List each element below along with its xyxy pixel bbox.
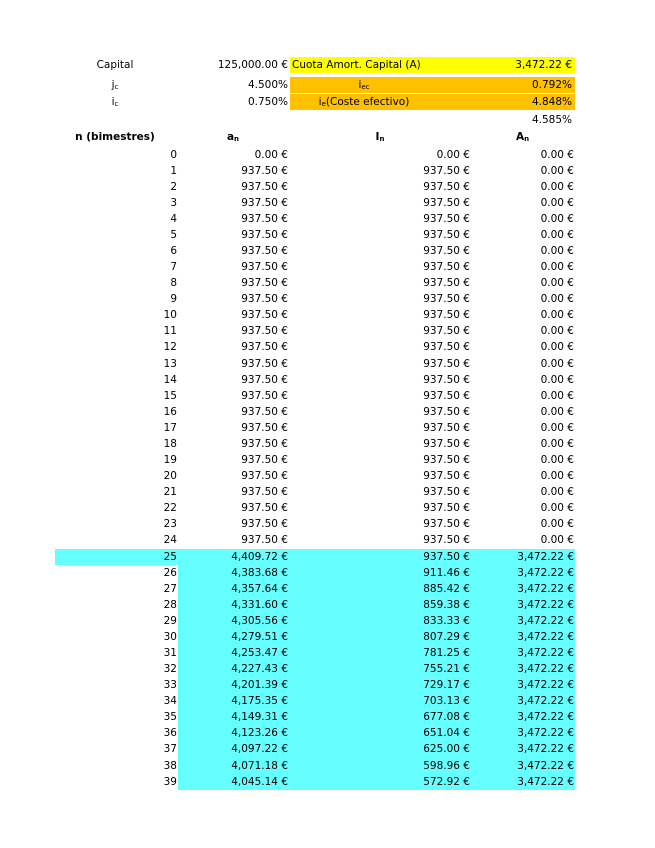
cell-a: 937.50 € xyxy=(241,486,288,499)
cuota-label: Cuota Amort. Capital (A) xyxy=(290,57,438,73)
cell-i: 937.50 € xyxy=(423,244,470,257)
cell-n: 25 xyxy=(163,550,177,563)
cell-n: 18 xyxy=(163,437,177,450)
cell-A: 0.00 € xyxy=(540,277,574,290)
cell-A: 0.00 € xyxy=(540,341,574,354)
cell-a: 0.00 € xyxy=(254,148,288,161)
cell-i: 937.50 € xyxy=(423,534,470,547)
cell-a: 937.50 € xyxy=(241,212,288,225)
cell-n: 13 xyxy=(163,357,177,370)
cell-A: 3,472.22 € xyxy=(517,646,574,659)
cell-i: 937.50 € xyxy=(423,212,470,225)
cell-A: 3,472.22 € xyxy=(517,775,574,788)
cell-A: 3,472.22 € xyxy=(517,695,574,708)
col-header-A: $A_n$ xyxy=(515,131,530,143)
cell-a: 4,227.43 € xyxy=(231,663,288,676)
cell-a: 4,383.68 € xyxy=(231,566,288,579)
cell-i: 937.50 € xyxy=(423,437,470,450)
cell-a: 937.50 € xyxy=(241,325,288,338)
cell-i: 937.50 € xyxy=(423,180,470,193)
col-header-a: $a_n$ xyxy=(226,131,240,143)
cell-n: 4 xyxy=(170,212,177,225)
col-header-n: n (bimestres) xyxy=(75,131,155,143)
cell-A: 3,472.22 € xyxy=(517,759,574,772)
cell-i: 729.17 € xyxy=(423,679,470,692)
cell-A: 0.00 € xyxy=(540,309,574,322)
cell-i: 937.50 € xyxy=(423,357,470,370)
cell-A: 0.00 € xyxy=(540,325,574,338)
cell-i: 651.04 € xyxy=(423,727,470,740)
cell-a: 937.50 € xyxy=(241,164,288,177)
cell-n: 1 xyxy=(170,164,177,177)
cell-i: 937.50 € xyxy=(423,421,470,434)
cell-a: 4,149.31 € xyxy=(231,711,288,724)
cell-a: 937.50 € xyxy=(241,389,288,402)
cell-A: 3,472.22 € xyxy=(517,679,574,692)
cell-i: 937.50 € xyxy=(423,309,470,322)
cell-n: 10 xyxy=(163,309,177,322)
cell-n: 27 xyxy=(163,582,177,595)
ie-value: 4.848% xyxy=(438,94,575,110)
cell-n: 6 xyxy=(170,244,177,257)
cell-A: 3,472.22 € xyxy=(517,582,574,595)
extra-rate-value: 4.585% xyxy=(531,114,572,126)
cell-i: 781.25 € xyxy=(423,646,470,659)
cell-n: 38 xyxy=(163,759,177,772)
cell-A: 0.00 € xyxy=(540,164,574,177)
capital-value: 125,000.00 € xyxy=(217,59,288,71)
cell-A: 0.00 € xyxy=(540,244,574,257)
cell-a: 937.50 € xyxy=(241,228,288,241)
cell-a: 4,253.47 € xyxy=(231,646,288,659)
cell-A: 0.00 € xyxy=(540,421,574,434)
cell-A: 0.00 € xyxy=(540,454,574,467)
cell-a: 937.50 € xyxy=(241,373,288,386)
cell-n: 9 xyxy=(170,293,177,306)
cell-n: 20 xyxy=(163,470,177,483)
jc-value: 4.500% xyxy=(247,79,288,91)
cell-A: 0.00 € xyxy=(540,261,574,274)
cell-a: 4,331.60 € xyxy=(231,598,288,611)
cell-A: 0.00 € xyxy=(540,470,574,483)
cell-A: 3,472.22 € xyxy=(517,614,574,627)
cell-i: 572.92 € xyxy=(423,775,470,788)
cell-n: 5 xyxy=(170,228,177,241)
cell-i: 0.00 € xyxy=(436,148,470,161)
iec-label: $i_{ec}$ xyxy=(290,77,438,93)
cell-i: 859.38 € xyxy=(423,598,470,611)
cell-n: 32 xyxy=(163,663,177,676)
cell-n: 11 xyxy=(163,325,177,338)
cell-a: 937.50 € xyxy=(241,244,288,257)
cell-n: 24 xyxy=(163,534,177,547)
cell-i: 833.33 € xyxy=(423,614,470,627)
jc-label: $j_c$ xyxy=(111,79,119,91)
cell-n: 3 xyxy=(170,196,177,209)
cell-a: 4,279.51 € xyxy=(231,630,288,643)
cell-A: 3,472.22 € xyxy=(517,630,574,643)
cell-A: 3,472.22 € xyxy=(517,550,574,563)
cell-i: 807.29 € xyxy=(423,630,470,643)
cell-i: 937.50 € xyxy=(423,389,470,402)
cell-n: 29 xyxy=(163,614,177,627)
cell-n: 21 xyxy=(163,486,177,499)
cell-n: 23 xyxy=(163,518,177,531)
cell-n: 22 xyxy=(163,502,177,515)
cell-i: 755.21 € xyxy=(423,663,470,676)
cell-n: 15 xyxy=(163,389,177,402)
cell-i: 937.50 € xyxy=(423,196,470,209)
col-header-i: $I_n$ xyxy=(375,131,385,143)
cell-A: 3,472.22 € xyxy=(517,598,574,611)
cell-n: 33 xyxy=(163,679,177,692)
cell-i: 625.00 € xyxy=(423,743,470,756)
cell-i: 937.50 € xyxy=(423,164,470,177)
cell-i: 937.50 € xyxy=(423,373,470,386)
cell-i: 598.96 € xyxy=(423,759,470,772)
cell-A: 0.00 € xyxy=(540,212,574,225)
capital-label: Capital xyxy=(96,59,134,71)
cell-n: 2 xyxy=(170,180,177,193)
cell-n: 39 xyxy=(163,775,177,788)
cell-n: 37 xyxy=(163,743,177,756)
cell-A: 0.00 € xyxy=(540,148,574,161)
cell-n: 17 xyxy=(163,421,177,434)
cell-A: 0.00 € xyxy=(540,180,574,193)
cell-n: 7 xyxy=(170,261,177,274)
cell-n: 28 xyxy=(163,598,177,611)
cell-a: 937.50 € xyxy=(241,196,288,209)
cell-A: 0.00 € xyxy=(540,196,574,209)
cell-a: 4,123.26 € xyxy=(231,727,288,740)
cell-a: 4,357.64 € xyxy=(231,582,288,595)
cell-i: 937.50 € xyxy=(423,341,470,354)
cell-a: 937.50 € xyxy=(241,470,288,483)
cell-A: 0.00 € xyxy=(540,518,574,531)
cell-a: 937.50 € xyxy=(241,309,288,322)
cell-n: 26 xyxy=(163,566,177,579)
cell-i: 937.50 € xyxy=(423,293,470,306)
cell-n: 31 xyxy=(163,646,177,659)
cell-n: 36 xyxy=(163,727,177,740)
cell-n: 30 xyxy=(163,630,177,643)
cell-A: 3,472.22 € xyxy=(517,663,574,676)
cell-i: 937.50 € xyxy=(423,550,470,563)
cell-i: 937.50 € xyxy=(423,502,470,515)
cell-a: 4,045.14 € xyxy=(231,775,288,788)
cell-a: 937.50 € xyxy=(241,518,288,531)
cell-A: 3,472.22 € xyxy=(517,711,574,724)
cell-a: 937.50 € xyxy=(241,502,288,515)
cell-i: 937.50 € xyxy=(423,518,470,531)
cell-a: 937.50 € xyxy=(241,534,288,547)
cell-n: 12 xyxy=(163,341,177,354)
cell-i: 677.08 € xyxy=(423,711,470,724)
cell-i: 937.50 € xyxy=(423,486,470,499)
cell-n: 34 xyxy=(163,695,177,708)
cell-A: 0.00 € xyxy=(540,357,574,370)
cell-A: 0.00 € xyxy=(540,373,574,386)
cell-A: 0.00 € xyxy=(540,405,574,418)
cell-i: 937.50 € xyxy=(423,228,470,241)
cell-a: 4,305.56 € xyxy=(231,614,288,627)
cell-i: 937.50 € xyxy=(423,405,470,418)
cell-n: 35 xyxy=(163,711,177,724)
cell-A: 0.00 € xyxy=(540,389,574,402)
cell-a: 937.50 € xyxy=(241,277,288,290)
ie-label: $i_e(Coste$ efectivo) xyxy=(290,94,438,110)
cell-n: 19 xyxy=(163,454,177,467)
cell-a: 937.50 € xyxy=(241,180,288,193)
cell-a: 937.50 € xyxy=(241,454,288,467)
cell-a: 937.50 € xyxy=(241,293,288,306)
cell-i: 885.42 € xyxy=(423,582,470,595)
cell-n: 8 xyxy=(170,277,177,290)
cell-a: 937.50 € xyxy=(241,405,288,418)
cell-a: 4,071.18 € xyxy=(231,759,288,772)
cell-A: 0.00 € xyxy=(540,502,574,515)
cell-A: 3,472.22 € xyxy=(517,727,574,740)
cell-A: 3,472.22 € xyxy=(517,566,574,579)
cell-a: 4,175.35 € xyxy=(231,695,288,708)
cell-a: 937.50 € xyxy=(241,341,288,354)
cell-A: 0.00 € xyxy=(540,486,574,499)
cell-A: 0.00 € xyxy=(540,437,574,450)
cell-A: 0.00 € xyxy=(540,534,574,547)
ic-label: $i_c$ xyxy=(111,96,119,108)
cell-i: 937.50 € xyxy=(423,277,470,290)
cell-a: 4,097.22 € xyxy=(231,743,288,756)
cell-i: 937.50 € xyxy=(423,470,470,483)
cell-A: 0.00 € xyxy=(540,228,574,241)
cell-i: 937.50 € xyxy=(423,325,470,338)
cell-i: 703.13 € xyxy=(423,695,470,708)
cell-n: 0 xyxy=(170,148,177,161)
cell-a: 937.50 € xyxy=(241,357,288,370)
cell-i: 911.46 € xyxy=(423,566,470,579)
cell-a: 937.50 € xyxy=(241,437,288,450)
cell-A: 0.00 € xyxy=(540,293,574,306)
cell-i: 937.50 € xyxy=(423,454,470,467)
cell-n: 16 xyxy=(163,405,177,418)
cell-a: 4,409.72 € xyxy=(231,550,288,563)
cell-a: 937.50 € xyxy=(241,261,288,274)
ic-value: 0.750% xyxy=(247,96,288,108)
cell-i: 937.50 € xyxy=(423,261,470,274)
cell-n: 14 xyxy=(163,373,177,386)
iec-value: 0.792% xyxy=(438,77,575,93)
cell-a: 937.50 € xyxy=(241,421,288,434)
cell-A: 3,472.22 € xyxy=(517,743,574,756)
cuota-value: 3,472.22 € xyxy=(438,57,575,73)
cell-a: 4,201.39 € xyxy=(231,679,288,692)
